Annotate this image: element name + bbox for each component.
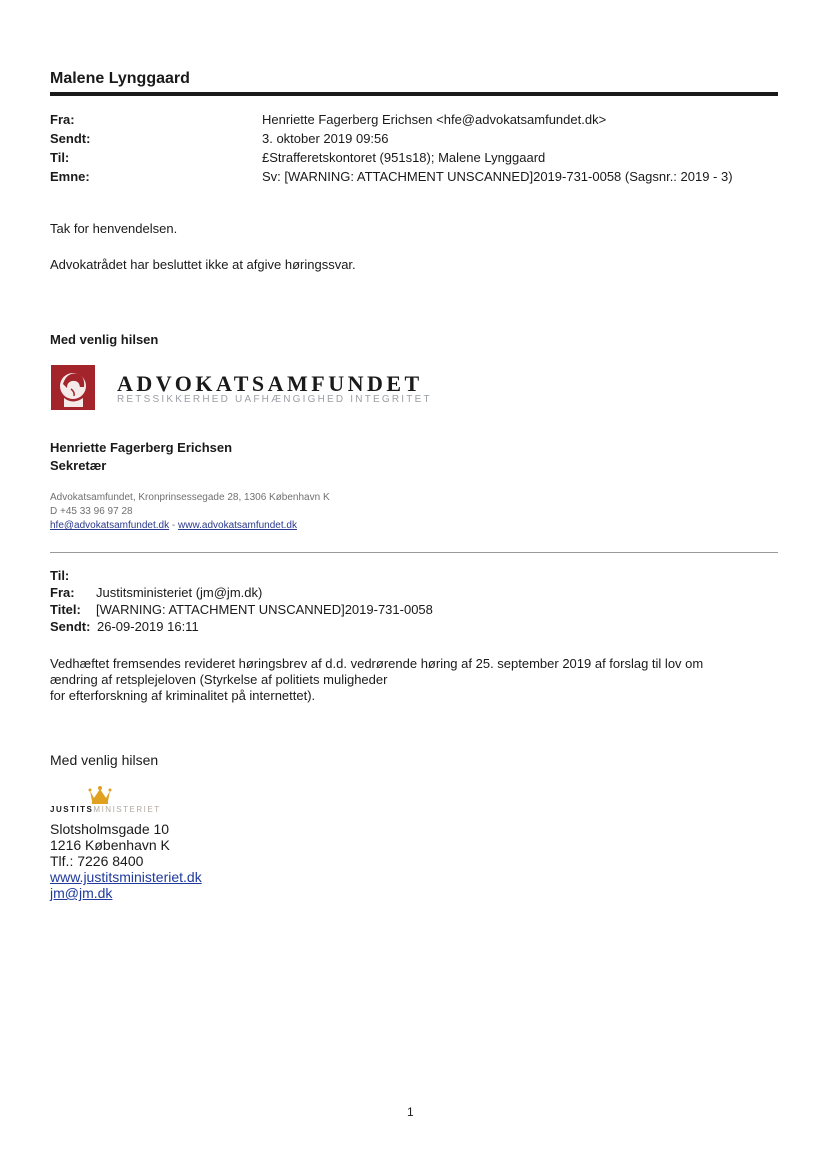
signer-phone: D +45 33 96 97 28	[50, 506, 133, 517]
reply-line-decision: Advokatrådet har besluttet ikke at afgive høringssvar.	[50, 257, 356, 272]
jm-city: 1216 København K	[50, 837, 170, 853]
to-label: Til:	[50, 150, 70, 165]
signer-address: Advokatsamfundet, Kronprinsessegade 28, 1306 København K	[50, 492, 330, 503]
fwd-title-value: [WARNING: ATTACHMENT UNSCANNED]2019-731-0058	[96, 602, 433, 617]
page-number: 1	[407, 1105, 414, 1119]
fwd-body-line-2: ændring af retsplejeloven (Styrkelse af politiets muligheder	[50, 672, 388, 687]
from-value: Henriette Fagerberg Erichsen <hfe@advokatsamfundet.dk>	[262, 112, 607, 127]
signer-links	[50, 520, 297, 531]
fwd-body-line-1: Vedhæftet fremsendes revideret høringsbrev af d.d. vedrørende høring af 25. september 2019 af forslag til lov om	[50, 656, 704, 671]
jm-logo-bold: JUSTITS	[50, 805, 94, 814]
advokatsamfundet-logo-name: ADVOKATSAMFUNDET	[117, 371, 423, 396]
fwd-sent-label: Sendt:	[50, 619, 91, 634]
forward-separator	[50, 552, 778, 553]
jm-logo-light: MINISTERIET	[93, 805, 161, 814]
links-separator: -	[169, 520, 179, 531]
fwd-from-value: Justitsministeriet (jm@jm.dk)	[96, 585, 263, 600]
reply-line-thanks: Tak for henvendelsen.	[50, 221, 178, 236]
to-value: £Strafferetskontoret (951s18); Malene Lynggaard	[262, 150, 546, 165]
advokatsamfundet-logo-tagline: RETSSIKKERHED UAFHÆNGIGHED INTEGRITET	[117, 394, 432, 405]
subject-value: Sv: [WARNING: ATTACHMENT UNSCANNED]2019-731-0058 (Sagsnr.: 2019 - 3)	[262, 169, 733, 184]
fwd-from-label: Fra:	[50, 585, 75, 600]
fwd-to-label: Til:	[50, 568, 70, 583]
jm-phone: Tlf.: 7226 8400	[50, 853, 144, 869]
athena-head-icon	[51, 365, 95, 410]
justitsministeriet-logo	[50, 805, 161, 814]
signer-website-link[interactable]: www.advokatsamfundet.dk	[178, 520, 297, 531]
signer-email-link[interactable]: hfe@advokatsamfundet.dk	[50, 520, 170, 531]
subject-label: Emne:	[50, 169, 90, 184]
fwd-title-label: Titel:	[50, 602, 81, 617]
from-label: Fra:	[50, 112, 75, 127]
fwd-greeting: Med venlig hilsen	[50, 752, 159, 768]
fwd-sent-value: 26-09-2019 16:11	[97, 619, 199, 634]
reply-greeting: Med venlig hilsen	[50, 332, 159, 347]
advokatsamfundet-logo-mark	[51, 365, 95, 410]
jm-website-link[interactable]: www.justitsministeriet.dk	[50, 869, 202, 885]
sent-value: 3. oktober 2019 09:56	[262, 131, 389, 146]
signer-name: Henriette Fagerberg Erichsen	[50, 440, 233, 455]
jm-email-link[interactable]: jm@jm.dk	[50, 885, 113, 901]
fwd-body-line-3: for efterforskning af kriminalitet på internettet).	[50, 688, 316, 703]
jm-street: Slotsholmsgade 10	[50, 821, 170, 837]
sent-label: Sendt:	[50, 131, 91, 146]
mailbox-owner-name: Malene Lynggaard	[50, 70, 190, 87]
header-rule	[50, 92, 778, 96]
signer-title: Sekretær	[50, 458, 107, 473]
